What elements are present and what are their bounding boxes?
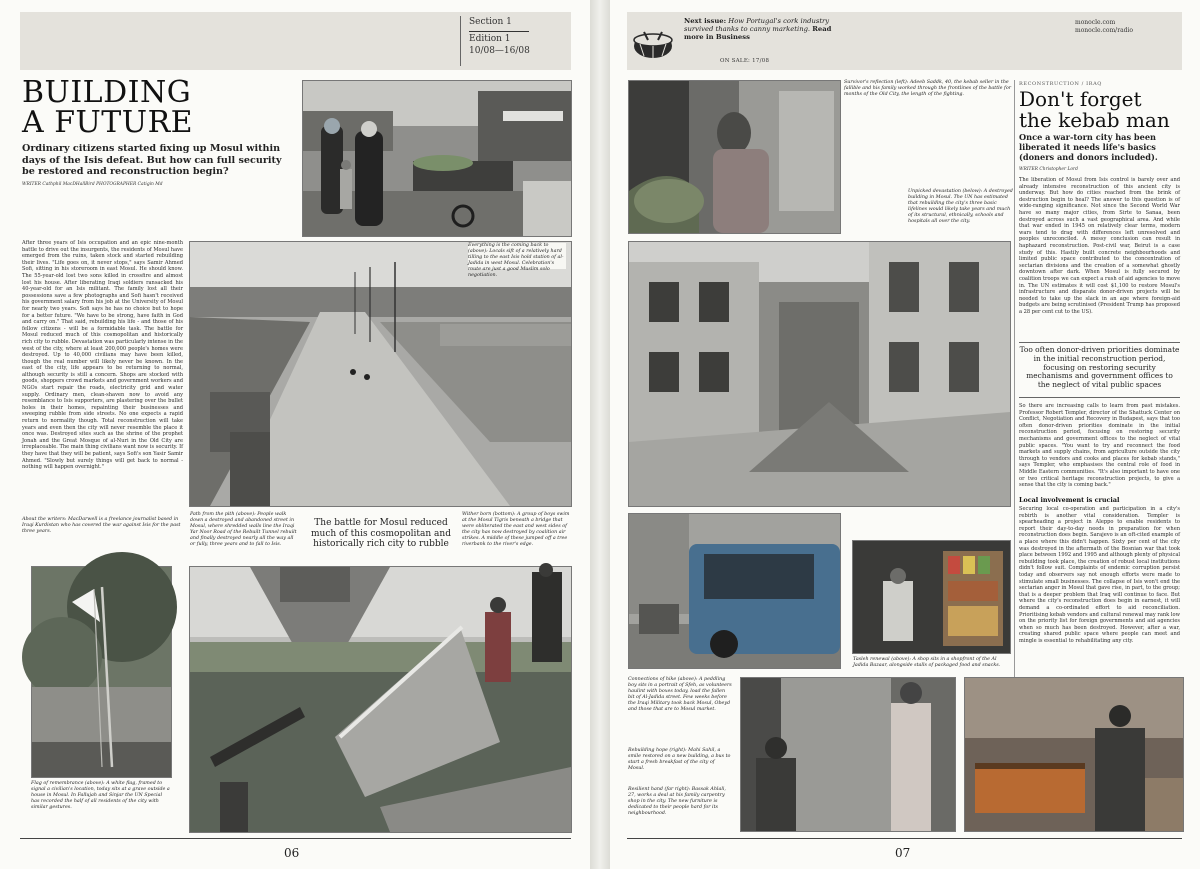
next-issue-title: How Portugal's cork industry survived thanks to canny marketing.	[684, 17, 830, 34]
next-issue-cta[interactable]: Read more in Business	[684, 25, 832, 42]
spine-gutter	[590, 0, 610, 869]
flag-caption: Flag of remembrance (above): A white flag, framed to signal a civilian's location, today sits at a grave outside a house in Mosul. In Fallujah and Sinjar the UN Special has recorded the half of all residents of the city with similar gestures.	[31, 781, 170, 811]
edition-label: Edition 1	[469, 34, 511, 44]
kicker: RECONSTRUCTION / IRAQ	[1019, 81, 1102, 87]
portrait-caption: Survivor's reflection (left): Adeeb Saddk, 40, the kebab seller in the fallible and his family worked through the frontlines of the battle for months of the Old City, the length of the fighting.	[844, 80, 1011, 98]
byline: WRITER Cathphil MacDHallBird PHOTOGRAPHER Catigin Md	[22, 182, 163, 187]
pull-quote: The battle for Mosul reduced much of this cosmopolitan and historically rich city to rubble	[311, 518, 451, 549]
section-rule	[469, 31, 529, 32]
carpentry-photo	[964, 677, 1184, 832]
body-text-3: Securing local co-operation and participation in a city's rebirth is another vital consideration. Templer is spearheading a project in Aleppo to enable residents to report their day-to-day needs in preparation for when reconstruction does begin. Sarajevo is an oft-cited example of a place where this didn't happen. Sixty per cent of the city was destroyed in the aftermath of the Bosnian war that took place between 1992 and 1995 and although plenty of physical rebuilding took place, the creation of robust local institutions didn't follow suit. Complaints of endemic corruption persist today and observers say not enough efforts were made to stimulate small businesses. The collapse of Isis won't end the sectarian anger in Mosul that gave rise, in part, to the group; that is a deeper problem that Iraq will continue to face. But where the city's reconstruction does begin in earnest, it will demand a co-ordinated effort to aid reconciliation. Prioritising kebab vendors and cultural renewal may rank low on the priority list for foreign governments and aid agencies when so much has been destroyed. However, after a war, creating shared public space where people can meet and mingle is essential to rehabilitating any city.	[1019, 506, 1180, 644]
flag-photo	[31, 566, 172, 778]
author-note: About the writers: MacDarwell is a freelance journalist based in Iraqi Kurdistan who has covered the war against Isis for the past three years.	[22, 517, 181, 535]
column-rule	[1014, 80, 1015, 760]
page-06	[0, 0, 590, 869]
body-text: After three years of Isis occupation and an epic nine-month battle to drive out the insurgents, the residents of Mosul have emerged from the ruins, taken stock and started rebuilding their lives. "Life goes on, it never stops," says Samir Ahmed Sofi, sitting in his storeroom in east Mosul. He should know. The 55-year-old lost two sons killed in crossfire and almost lost his house. After liberating Iraqi soldiers ransacked his 40-year-old for an Isis militant. The family lost all their possessions save a few photographs and Sofi hasn't received his government salary from his job at the University of Mosul for nearly two years. Sofi says he has no choice but to hope for a better future. "We have to be strong, have faith in God and carry on." That said, rebuilding his life - and those of his fellow citizens - will be a formidable task. The battle for Mosul reduced much of this cosmopolitan and historically rich city to rubble. Devastation was particularly intense in the west of the city, where at least 200,000 people's homes were destroyed. Up to 40,000 civilians may have been killed, though the real number will likely never be known. In the east of the city, life appears to be returning to normal, although security is still a concern. Shops are stocked with goods, shoppers crowd markets and government workers and NGOs start repair the roads, electricity grid and water supply. Ordinary men, clean-shaven now to avoid any resemblance to Isis supporters, are plastering over the bullet holes in their homes, repainting their businesses and sweeping rubble from side streets. No one expects a rapid return to normality though. Total reconstruction will take years and even then the city will never resemble the place it once was. Destroyed sites such as the shrine of the prophet Jonah and the Great Mosque of al-Nuri in the Old City are irreplaceable. The main thing civilians want now is security. If they have that they will be patient, says Sofi's son Yasir Samir Ahmed. "Slowly but surely things will get back to normal - nothing will happen overnight."	[22, 240, 183, 471]
headline	[1019, 89, 1170, 131]
pull-quote-rule-top	[1019, 342, 1180, 343]
destroyed-building-photo	[628, 241, 1011, 507]
road-caption: Path from the pith (above): People walk down a destroyed and abandoned street in Mosul, where shredded walls line the Iraqi Yar Noor Road of the Rebuilt Tunnel rebuilt and finally destroyed nearly all the way all or fully, three years and to fall to Isis.	[190, 512, 297, 548]
byline: WRITER Christopher Lord	[1019, 167, 1078, 172]
headline-line-1: Don't forget	[1019, 87, 1142, 111]
site-link-1[interactable]: monocle.com	[1075, 19, 1116, 26]
body-text-2: So there are increasing calls to learn from past mistakes. Professor Robert Templer, director of the Shattuck Center on Conflict, Negotiation and Recovery in Budapest, says that too often donor-driven priorities dominate in the initial reconstruction period, focusing on restoring security mechanisms and government offices to the neglect of vital public spaces. "You want to try and reconnect the food markets and supply chains, from agriculture outside the city through to vendors and cooks and places for kebab stands," says Templer, who emphasises the central role of food in Middle Eastern communities. "It's also important to have one or two critical heritage reconstruction projects, to give a sense that the city is coming back."	[1019, 403, 1180, 489]
footer-rule	[627, 838, 1182, 839]
pull-quote: Too often donor-driven priorities dominate in the initial reconstruction period, focusing on restoring security mechanisms and government offices to the neglect of vital public spaces	[1019, 345, 1180, 390]
edition-dates: 10/08—16/08	[469, 46, 530, 56]
page-number: 07	[895, 846, 911, 860]
body-text-1: The liberation of Mosul from Isis control is barely over and already intensive reconstruction of this ancient city is underway. But how do cities reached from the brink of destruction begin to heal? The answer to this question is of wide-ranging significance. Not since the Second World War have so many major cities, from Sirte to Sanaa, been destroyed across such a vast geographical area. And while that war ended in 1945 on relatively clear terms, modern wars tend to drag with differences left unresolved and peoples unreconciled. A messy conclusion can result in haphazard reconstruction. Post-civil war, Beirut is a case study of this. Hastily built concrete neighbourhoods and limited public space contributed to the concentration of sectarian divisions and the creation of a somewhat ghostly downtown after dark. When Mosul is fully secured by coalition troops we can expect a rush of aid agencies to move in. The UN estimates it will cost $1,100 to restore Mosul's infrastructure and disparate donor-driven projects will be needed to take up the slack in an age where foreign-aid budgets are being scrutinised (President Trump has proposed a 28 per cent cut to the US).	[1019, 177, 1180, 315]
building-caption: Unpicked devastation (below): A destroyed building in Mosul. The UN has estimated that rebuilding the city's three basic lifelines would likely take years and much of its structural, ethnically, schools and hospitals all over the city.	[908, 189, 1013, 225]
rebuild-caption: Rebuilding hope (right): Mahi Sahil, a smile restored on a new building, a bus to start a fresh breakfast of the city of Mosul.	[628, 748, 731, 772]
bus-street-photo	[628, 513, 841, 669]
headline	[22, 75, 194, 140]
headline-line-2: A FUTURE	[22, 105, 194, 140]
next-issue-basket-icon	[632, 20, 674, 62]
bus-caption: Connections of hike (above): A peddling boy sits in a portrait of Sfeh, as volunteers haulint with boxes today, load the fallen bit of Al-Jadida street. Few weeks before the Iraqi Military took back Mosul, Obeyd and those that are to Mosul market.	[628, 677, 732, 713]
river-bridge-photo	[189, 566, 572, 833]
next-issue-promo	[684, 17, 834, 42]
standfirst: Once a war-torn city has been liberated it needs life's basics (doners and donors included).	[1019, 132, 1158, 162]
river-caption: Wither born (bottom): A group of boys swim at the Mosul Tigris beneath a bridge that were obliterated the east and west sides of the city has now destroyed by coalition air strikes. A middle of these jumped off a tree riverbank to the river's edge.	[462, 512, 570, 548]
section-label: Section 1	[469, 17, 512, 27]
header-divider	[460, 16, 461, 66]
pull-quote-rule-bottom	[1019, 397, 1180, 398]
page-07	[610, 0, 1200, 869]
page-number: 06	[284, 846, 300, 860]
worker-caption: Resilient hand (far right): Bassak Ahlali, 27, works a deal at his family carpentry shop in the city. The new furniture is dedicated to their people hard for its neighbourhood.	[628, 787, 726, 817]
subhead: Local involvement is crucial	[1019, 496, 1120, 504]
footer-rule	[20, 838, 571, 839]
kebab-seller-portrait-photo	[628, 80, 841, 234]
destroyed-road-photo	[189, 241, 572, 507]
plastering-workers-photo	[740, 677, 956, 832]
on-sale-date: ON SALE: 17/08	[720, 58, 770, 64]
next-issue-label: Next issue:	[684, 17, 727, 25]
street-caption: Everything is the coming back to (above): Locals sift of a relatively hard tilling to the east Isis hold station of al-Jadida in west Mosul. Celebration's route are just a good Muslim solo negotiation.	[468, 243, 566, 269]
headline-line-2: the kebab man	[1019, 108, 1170, 132]
site-link-2[interactable]: monocle.com/radio	[1075, 27, 1134, 34]
standfirst: Ordinary citizens started fixing up Mosul within days of the Isis defeat. But how can full security be restored and reconstruction begin?	[22, 143, 282, 177]
shop-photo	[852, 540, 1011, 654]
headline-line-1: BUILDING	[22, 75, 192, 110]
market-photo	[302, 80, 572, 237]
shop-caption: Tasleh renewal (above): A shop sits in a shopfront of the Al Jadida Bazaar, alongside stalls of packaged food and snacks.	[853, 657, 1001, 669]
